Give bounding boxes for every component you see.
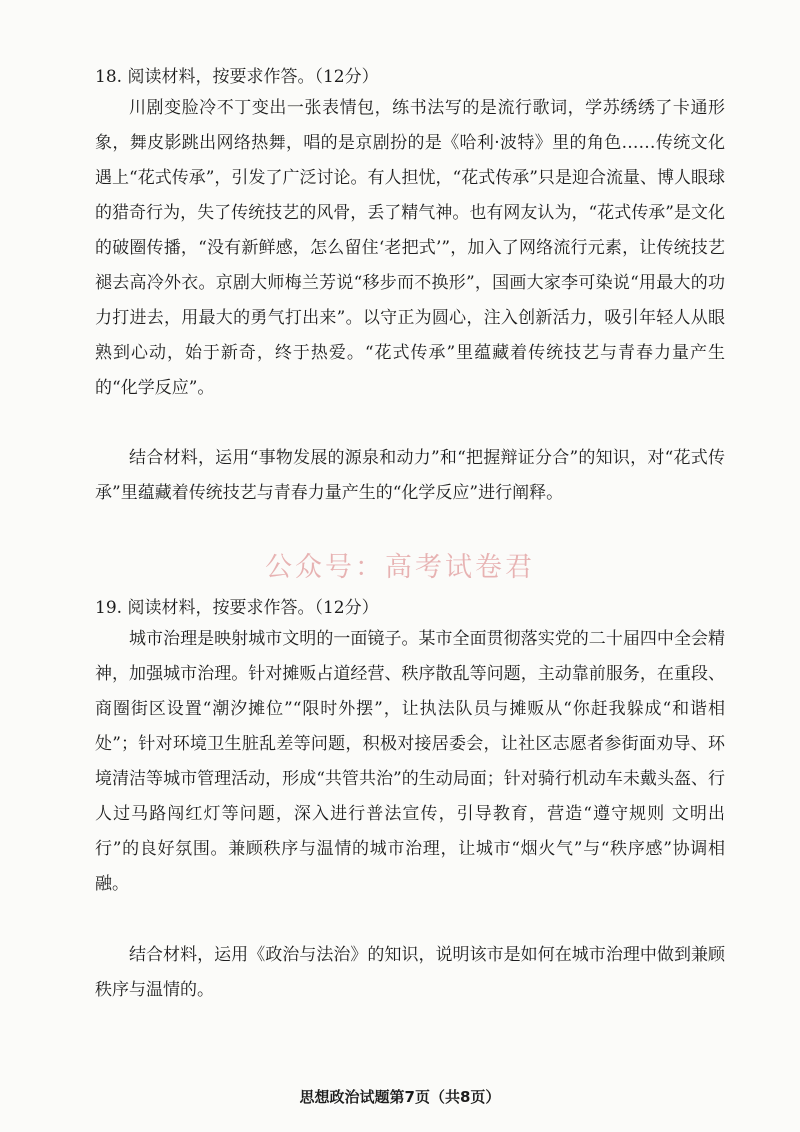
question-19-task: 结合材料，运用《政治与法治》的知识，说明该市是如何在城市治理中做到兼顾秩序与温情的。	[95, 945, 725, 1000]
question-18-material: 川剧变脸冷不丁变出一张表情包，练书法写的是流行歌词，学苏绣绣了卡通形象，舞皮影跳出网络热舞，唱的是京剧扮的是《哈利·波特》里的角色……传统文化遇上“花式传承”，引发了广泛讨论。有人担忧，“花式传承”只是迎合流量、博人眼球的猎奇行为，失了传统技艺的风骨，丢了精气神。也有网友认为，“花式传承”是文化的破圈传播，“没有新鲜感，怎么留住‘老把式’”，加入了网络流行元素，让传统技艺褪去高冷外衣。京剧大师梅兰芳说“移步而不换形”，国画大家李可染说“用最大的功力打进去，用最大的勇气打出来”。以守正为圆心，注入创新活力，吸引年轻人从眼熟到心动，始于新奇，终于热爱。“花式传承”里蕴藏着传统技艺与青春力量产生的“化学反应”。	[95, 98, 725, 398]
page-footer: 思想政治试题第7页（共8页）	[299, 1088, 501, 1106]
watermark: 公众号：高考试卷君	[265, 552, 535, 583]
question-19-title: 19. 阅读材料，按要求作答。（12分）	[95, 598, 379, 618]
question-18-title: 18. 阅读材料，按要求作答。（12分）	[95, 67, 379, 87]
question-18-task: 结合材料，运用“事物发展的源泉和动力”和“把握辩证分合”的知识，对“花式传承”里蕴藏着传统技艺与青春力量产生的“化学反应”进行阐释。	[95, 448, 726, 503]
question-19-material: 城市治理是映射城市文明的一面镜子。某市全面贯彻落实党的二十届四中全会精神，加强城市治理。针对摊贩占道经营、秩序散乱等问题，主动靠前服务，在重段、商圈街区设置“潮汐摊位”“限时外摆”，让执法队员与摊贩从“你赶我躲成“和谐相处”；针对环境卫生脏乱差等问题，积极对接居委会，让社区志愿者参街面劝导、环境清洁等城市管理活动，形成“共管共治”的生动局面；针对骑行机动车未戴头盔、行人过马路闯红灯等问题，深入进行普法宣传，引导教育，营造“遵守规则 文明出行”的良好氛围。兼顾秩序与温情的城市治理，让城市“烟火气”与“秩序感”协调相融。	[95, 629, 725, 894]
